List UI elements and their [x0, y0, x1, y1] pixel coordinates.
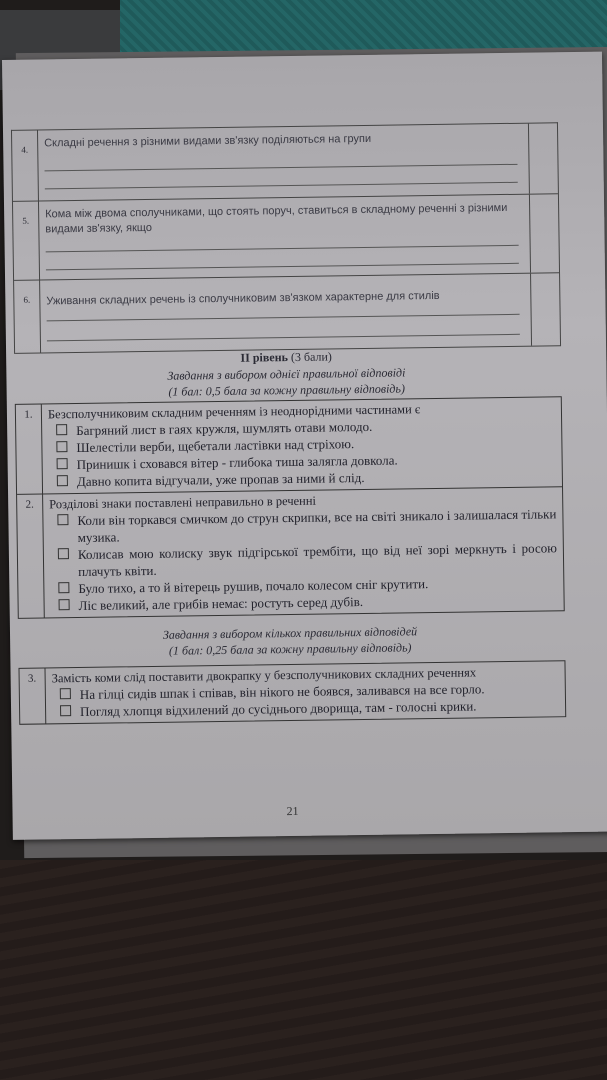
question-number: 2.	[17, 494, 45, 617]
answer-line[interactable]	[46, 245, 519, 253]
option-text: Було тихо, а то й вітерець рушив, почало колесом сніг крутити.	[78, 576, 429, 596]
checkbox[interactable]	[58, 582, 69, 593]
option-text: Ліс великий, але грибів немає: ростуть серед дубів.	[78, 594, 364, 613]
question-3	[20, 661, 566, 724]
checkbox[interactable]	[58, 548, 69, 559]
item-text: Складні речення з різними видами зв'язку поділяються на групи	[44, 132, 372, 150]
item-number: 4.	[12, 131, 39, 201]
checkbox[interactable]	[57, 458, 68, 469]
table-surface	[0, 860, 607, 1080]
option-text: Колисав мою колиску звук підгірської трембіти, що від неї зорі меркнуть і росою плачуть квіти.	[77, 540, 557, 579]
question-stem: Безсполучниковим складним реченням із неоднорідними частинами є	[47, 402, 421, 422]
option-text: Багряний лист в гаях кружля, шумлять отави молодо.	[76, 418, 373, 438]
level-title: II рівень	[240, 350, 289, 365]
open-item-6	[14, 273, 560, 354]
checkbox[interactable]	[60, 705, 71, 716]
item-text: Кома між двома сполучниками, що стоять поруч, ставиться в складному реченні з різними видами зв'язку, якщо	[45, 201, 508, 236]
question-stem: Замість коми слід поставити двокрапку у безсполучникових складних реченнях	[51, 665, 477, 686]
question-stem: Розділові знаки поставлені неправильно в реченні	[49, 493, 317, 512]
open-item-4	[12, 123, 558, 202]
score-cell	[529, 194, 559, 272]
answer-line[interactable]	[45, 164, 518, 172]
question-1	[16, 397, 562, 495]
answer-line[interactable]	[45, 182, 518, 190]
score-cell	[530, 273, 560, 345]
option-text: На гілці сидів шпак і співав, він нікого не боявся, заливався на все горло.	[79, 681, 485, 702]
single-task-score: (1 бал: 0,5 бала за кожну правильну відповідь)	[168, 381, 405, 399]
answer-line[interactable]	[47, 314, 520, 322]
multi-task-title: Завдання з вибором кількох правильних відповідей	[162, 624, 418, 642]
worksheet-page	[2, 52, 607, 840]
checkbox[interactable]	[57, 475, 68, 486]
question-2	[17, 487, 564, 618]
open-item-5	[13, 194, 559, 281]
checkbox[interactable]	[57, 514, 68, 525]
answer-line[interactable]	[46, 263, 519, 271]
item-number: 5.	[13, 201, 40, 279]
question-number: 3.	[20, 668, 47, 723]
checkbox[interactable]	[56, 424, 67, 435]
checkbox[interactable]	[59, 599, 70, 610]
question-number: 1.	[16, 404, 43, 493]
option-text: Коли він торкався смичком до струн скрипки, все на світі зникало і залишалася тільки музика.	[77, 506, 557, 545]
option-text: Шелестіли верби, щебетали ластівки над стріхою.	[76, 436, 355, 455]
option-text: Погляд хлопця відхилений до сусіднього дворища, там - голосні крики.	[79, 698, 477, 719]
option-text: Давно копита відгучали, уже пропав за ними й слід.	[76, 469, 365, 489]
page-number: 21	[286, 803, 299, 819]
multi-task-score: (1 бал: 0,25 бала за кожну правильну відповідь)	[168, 640, 412, 658]
score-cell	[528, 123, 558, 193]
multi-choice-table	[18, 660, 566, 725]
answer-line[interactable]	[47, 334, 520, 342]
checkbox[interactable]	[56, 441, 67, 452]
open-answer-table	[11, 122, 561, 354]
single-choice-table	[15, 396, 565, 619]
item-number: 6.	[14, 280, 41, 352]
item-text: Уживання складних речень із сполучниковим зв'язком характерне для стилів	[46, 289, 440, 308]
option-text: Принишк і сховався вітер - глибока тиша залягла довкола.	[76, 452, 398, 472]
level-points: (3 бали)	[290, 349, 332, 364]
single-task-title: Завдання з вибором однієї правильної відповіді	[167, 365, 406, 383]
checkbox[interactable]	[60, 688, 71, 699]
